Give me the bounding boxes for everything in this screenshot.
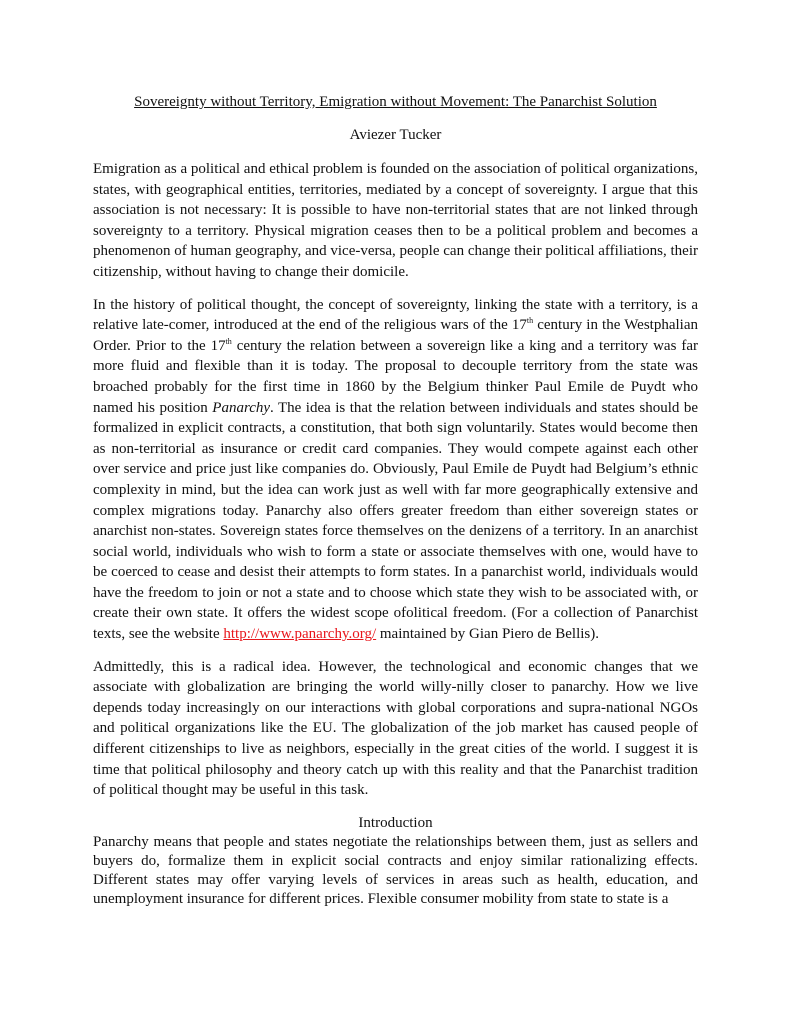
paragraph-2-text: In the history of political thought, the concept of sovereignty, linking the state with a territory, is a relative late-comer, introduced at the end of the religious wars of the 17 xyxy=(93,296,698,334)
paragraph-2-text: maintained by Gian Piero de Bellis). xyxy=(376,626,600,643)
superscript-th: th xyxy=(526,316,534,326)
paragraph-2 xyxy=(93,295,698,645)
paragraph-2-text: . The idea is that the relation between individuals and states should be formalized in explicit contracts, a constitution, that both sign voluntarily. States would become then as non-territorial as insurance or credit card companies. They would compete against each other over service and price just like companies do. Obviously, Paul Emile de Puydt had Belgium’s ethnic complexity in mind, but the idea can work just as well with far more geographically extensive and complex migrations today. Panarchy also offers greater freedom than either sovereign states or anarchist non-states. Sovereign states force themselves on the denizens of a territory. In an anarchist social world, individuals who wish to form a state or associate themselves with one, would have to be coerced to cease and desist their attempts to form states. In a panarchist world, individuals would have the freedom to join or not a state and to choose which state they wish to be associated with, or create their own state. It offers the widest scope ofolitical freedom. (For a collection of Panarchist texts, see the website xyxy=(93,399,699,643)
superscript-th: th xyxy=(225,336,232,346)
paragraph-1: Emigration as a political and ethical problem is founded on the association of political organizations, states, with geographical entities, territories, mediated by a concept of sovereignty. I argue that this association is not necessary: It is possible to have non-territorial states that are not linked through sovereignty to a territory. Physical migration ceases then to be a political problem and becomes a phenomenon of human geography, and vice-versa, people can change their political affiliations, their citizenship, without having to change their domicile. xyxy=(93,161,698,280)
paragraph-4: Panarchy means that people and states negotiate the relationships between them, just as sellers and buyers do, formalize them in explicit social contracts and enjoy similar rationalizing effects. Different states may offer varying levels of services in areas such as health, education, and unemployment insurance for different prices. Flexible consumer mobility from state to state is a xyxy=(93,833,698,907)
paragraph-2-text: century the relation between a sovereign like a king and a territory was far more fluid and flexible than it is today. The proposal to decouple territory from the state was broached probably for the first time in 1860 by the Belgium thinker Paul Emile de Puydt who named his position xyxy=(93,337,698,416)
paragraph-2-text: century in the Westphalian Order. Prior to the 17 xyxy=(93,317,698,354)
author-name: Aviezer Tucker xyxy=(349,127,442,143)
panarchy-term: Panarchy xyxy=(212,399,271,416)
paragraph-3: Admittedly, this is a radical idea. However, the technological and economic changes that we associate with globalization are bringing the world willy-nilly closer to panarchy. How we live depends today increasingly on our interactions with global corporations and supra-national NGOs and political organizations like the EU. The globalization of the job market has caused people of different citizenships to live as neighbors, especially in the great cities of the world. I suggest it is time that political philosophy and theory catch up with this reality and that the Panarchist tradition of political thought may be useful in this task. xyxy=(93,658,698,799)
document-page xyxy=(93,92,698,909)
panarchy-website-link[interactable]: http://www.panarchy.org/ xyxy=(223,626,377,643)
section-heading-introduction: Introduction xyxy=(358,814,433,831)
document-title: Sovereignty without Territory, Emigration without Movement: The Panarchist Solution xyxy=(134,94,657,110)
